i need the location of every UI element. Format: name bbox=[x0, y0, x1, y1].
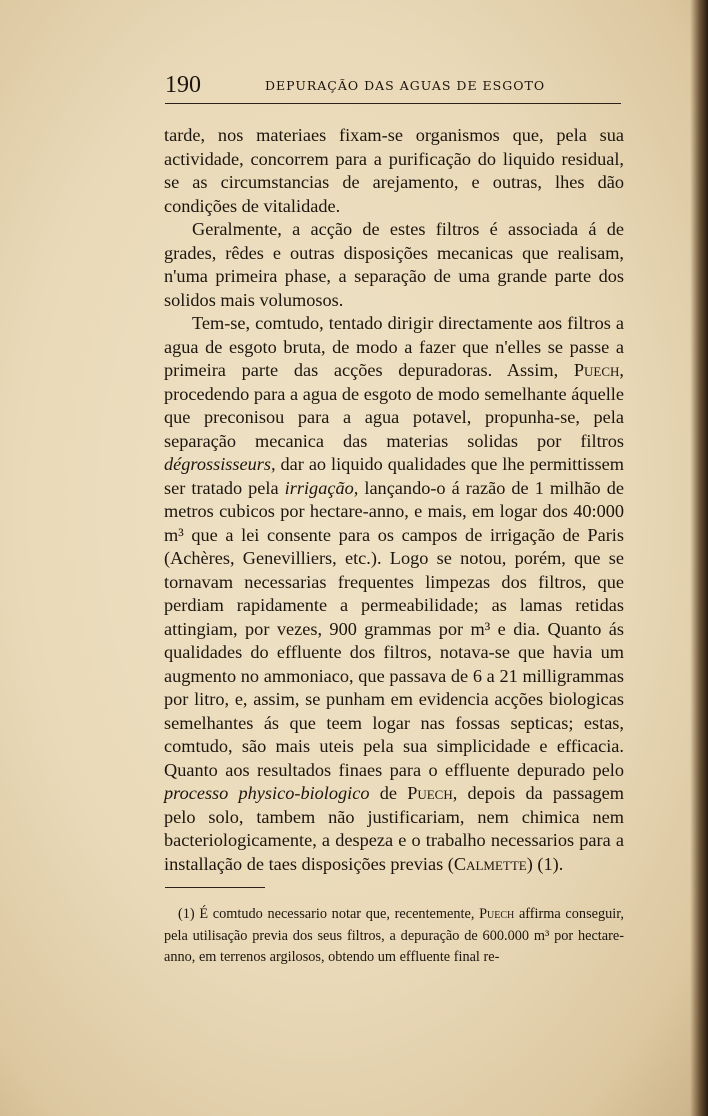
binding-gutter bbox=[690, 0, 708, 1116]
author-name-puech: Puech bbox=[573, 360, 620, 380]
author-name-calmette: Calmette bbox=[453, 853, 527, 874]
author-name-puech: Puech bbox=[407, 783, 453, 803]
italic-term: irrigação, bbox=[284, 477, 359, 498]
text-run: lançando-o á razão de 1 milhão de metros cubicos por hectare-anno, e mais, em logar dos 40:000 m³ que a lei consente para os campos de irrigação de Paris (Achères, Genevilliers, etc.). Logo se notou, porém, que se tornavam necessarias frequentes limpezas dos filtros, que perdiam rapidamente a permeabilidade; as lamas retidas attingiam, por vezes, 900 grammas por m³ e dia. Quanto ás qualidades do effluente dos filtros, notava-se que havia um augmento no ammoniaco, que passava de 6 a 21 milligrammas por litro, e, assim, se punham em evidencia acções biologicas semelhantes ás que teem logar nas fossas septicas; estas, comtudo, são mais uteis pela sua simplicidade e efficacia. Quanto aos resultados finaes para o effluente depurado pelo bbox=[164, 477, 624, 780]
italic-term: dégrossisseurs, bbox=[164, 454, 276, 474]
footnote-text: (1) É comtudo necessario notar que, recentemente, bbox=[178, 906, 480, 922]
italic-term: processo physico-biologico bbox=[164, 783, 370, 803]
text-run: , depois da passagem pelo solo, tambem não justificariam, nem chimica nem bacteriologicamente, a despeza e o trabalho necessarios para a installação de taes disposições previas ( bbox=[164, 783, 624, 874]
author-name-puech: Puech bbox=[479, 906, 515, 922]
text-run: , procedendo para a agua de esgoto de modo semelhante áquelle que preconisou para a agua potavel, propunha-se, pela separação mecanica das materias solidas por filtros bbox=[164, 360, 624, 451]
text-run: de bbox=[369, 783, 408, 803]
text-run: ) (1). bbox=[526, 853, 564, 874]
footnote-rule bbox=[165, 887, 265, 888]
page-number: 190 bbox=[165, 72, 201, 98]
paragraph-2: Geralmente, a acção de estes filtros é associada á de grades, rêdes e outras disposições mecanicas que realisam, n'uma primeira phase, a separação de uma grande parte dos solidos mais volumosos. bbox=[164, 219, 624, 310]
page-header bbox=[165, 70, 621, 102]
header-rule bbox=[165, 103, 621, 104]
text-run: Tem-se, comtudo, tentado dirigir directamente aos filtros a agua de esgoto bruta, de modo a fazer que n'elles se passe a primeira parte das acções depuradoras. Assim, bbox=[164, 313, 624, 380]
body-text bbox=[164, 124, 624, 876]
text-run: dar ao liquido qualidades que lhe permittissem ser tratado pela bbox=[164, 454, 624, 498]
paragraph-3 bbox=[164, 312, 624, 876]
paragraph-1: tarde, nos materiaes fixam-se organismos que, pela sua actividade, concorrem para a purificação do liquido residual, se as circumstancias de arejamento, e outras, lhes dão condições de vitalidade. bbox=[164, 125, 624, 216]
footnote-text: affirma conseguir, pela utilisação previa dos seus filtros, a depuração de 600.000 m³ por hectare-anno, em terrenos argilosos, obtendo um effluente final re- bbox=[164, 906, 625, 965]
running-title: DEPURAÇÃO DAS AGUAS DE ESGOTO bbox=[265, 78, 546, 93]
footnote bbox=[164, 904, 624, 969]
